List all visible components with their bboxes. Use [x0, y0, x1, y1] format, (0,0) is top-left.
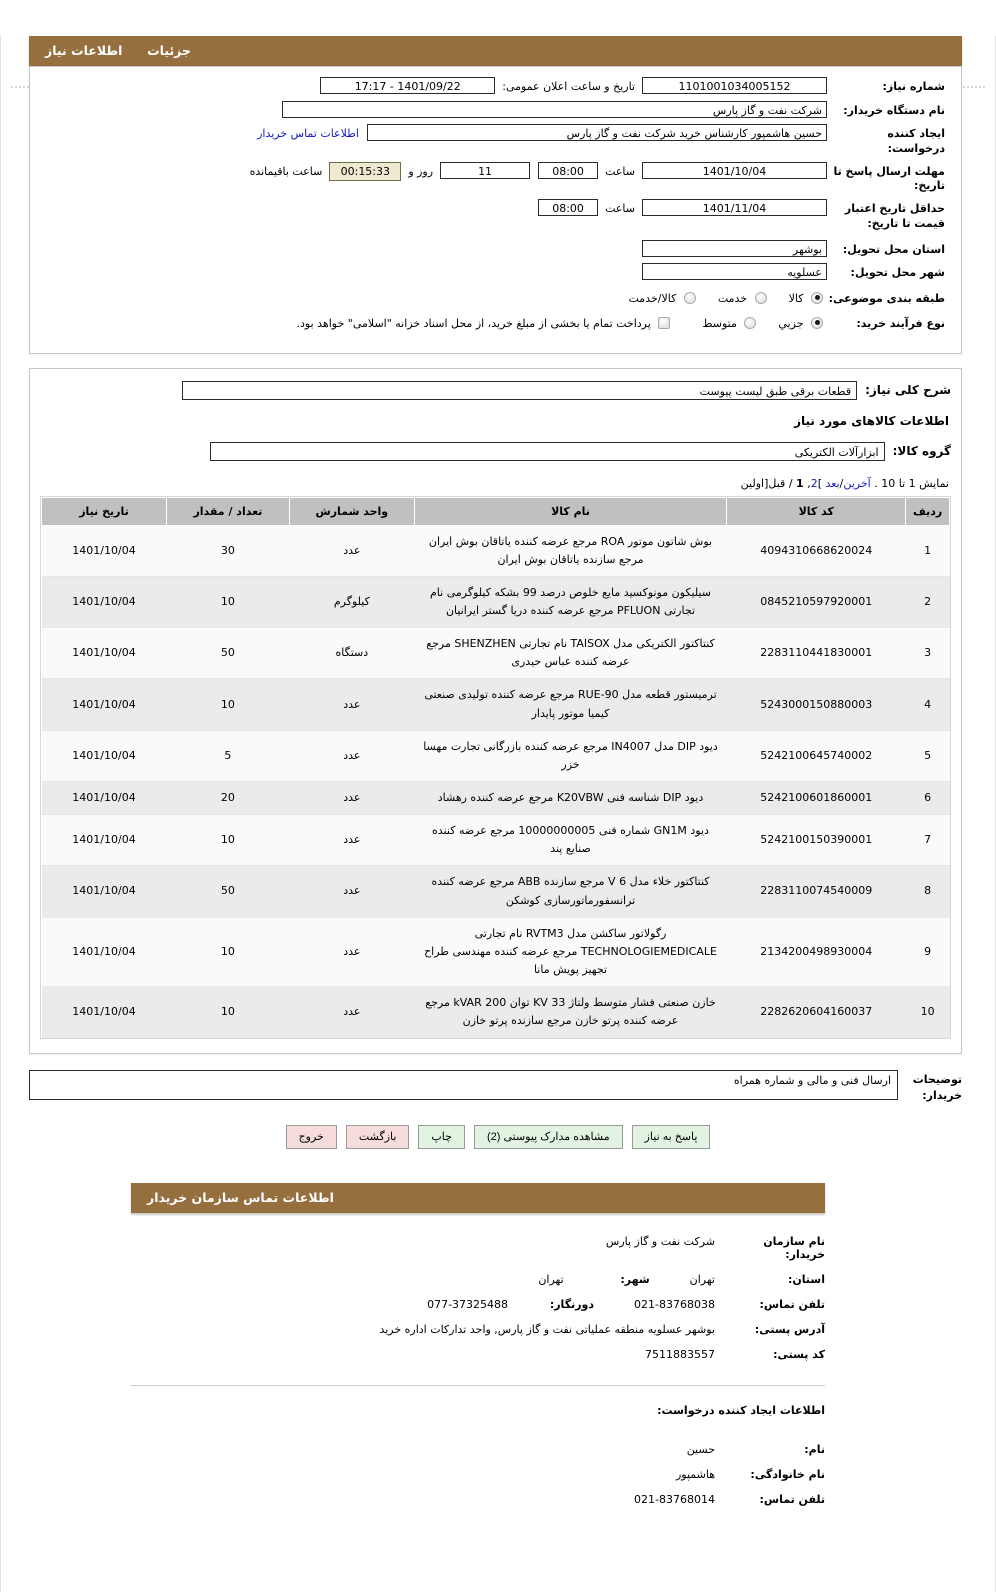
pager-page-1: 1 [796, 476, 804, 490]
contact-address-label: آدرس پستی: [754, 1323, 825, 1337]
pager-last-link[interactable]: آخرین [843, 476, 871, 490]
need-number-value[interactable]: 1101001034005152 [642, 77, 827, 94]
contact-city-value: تهران [538, 1273, 564, 1287]
contact-org-value: شرکت نفت و گاز پارس [605, 1235, 715, 1249]
pager-first-link[interactable]: اولین [740, 476, 765, 490]
cell-unit: عدد [289, 730, 414, 781]
cell-unit: عدد [289, 525, 414, 576]
radio-goods-icon[interactable] [811, 292, 823, 304]
cell-unit: عدد [289, 917, 414, 986]
col-header-code: کد کالا [727, 497, 906, 525]
radio-service-icon[interactable] [755, 292, 767, 304]
treasury-note-option[interactable] [279, 314, 685, 334]
cell-date: 1401/10/04 [42, 782, 167, 815]
deadline-hour-value[interactable]: 08:00 [538, 162, 598, 179]
cell-quantity: 10 [167, 815, 290, 866]
buyer-org-value[interactable]: شرکت نفت و گاز پارس [282, 101, 827, 118]
creator-first-name-row [131, 1443, 825, 1456]
contact-postal-label: کد پستی: [773, 1348, 825, 1362]
cell-unit: عدد [289, 987, 414, 1038]
creator-first-name-label: نام: [804, 1443, 825, 1457]
cell-unit: دستگاه [289, 628, 414, 679]
contact-province-value: تهران [689, 1273, 715, 1287]
validity-date-value[interactable]: 1401/11/04 [642, 199, 827, 216]
goods-description-panel [29, 368, 962, 1055]
cell-row-no: 7 [906, 815, 950, 866]
table-row[interactable] [42, 866, 950, 917]
cell-code: 2283110074540009 [727, 866, 906, 917]
contact-fax-label: دورنگار: [549, 1298, 595, 1312]
radio-minor-label: جزيي [778, 316, 804, 330]
creator-section-title: اطلاعات ایجاد کننده درخواست: [657, 1404, 825, 1418]
cell-name: رگولاتور ساکشن مدل RVTM3 نام تجارتی TECHNOLOGIEMEDICALE مرجع عرضه کننده مهندسی طراح تجهیز پویش مانا [414, 917, 726, 986]
tab-need-info[interactable]: اطلاعات نیاز [45, 43, 123, 58]
cell-date: 1401/10/04 [42, 525, 167, 576]
contact-phone-row [131, 1298, 825, 1311]
cell-code: 2283110441830001 [727, 628, 906, 679]
cell-code: 5243000150880003 [727, 679, 906, 730]
cell-quantity: 20 [167, 782, 290, 815]
cell-quantity: 10 [167, 576, 290, 627]
buyer-notes-row [29, 1070, 962, 1103]
city-label: شهر محل تحویل: [850, 265, 945, 279]
cell-quantity: 10 [167, 987, 290, 1038]
radio-option-medium[interactable] [684, 314, 760, 334]
cell-date: 1401/10/04 [42, 815, 167, 866]
province-row [30, 240, 961, 258]
city-row [30, 263, 961, 281]
buyer-notes-value[interactable]: ارسال فنی و مالی و شماره همراه [29, 1070, 898, 1100]
buyer-org-row [30, 101, 961, 119]
radio-goods-service-label: کالا/خدمت [628, 291, 677, 305]
creator-phone-label: تلفن تماس: [759, 1493, 825, 1507]
cell-name: خازن صنعتی فشار متوسط ولتاژ 33 KV توان 200 kVAR مرجع عرضه کننده پرتو خازن مرجع سازنده پرتو خازن [414, 987, 726, 1038]
cell-row-no: 2 [906, 576, 950, 627]
treasury-note-label: پرداخت تمام یا بخشی از مبلغ خرید، از محل اسناد خزانه "اسلامی" خواهد بود. [296, 316, 651, 330]
cell-name: بوش شاتون موتور ROA مرجع عرضه کننده یاتاقان بوش ایران مرجع سازنده یاتاقان بوش ایران [414, 525, 726, 576]
cell-date: 1401/10/04 [42, 730, 167, 781]
cell-row-no: 5 [906, 730, 950, 781]
need-description-label: شرح کلی نیاز: [865, 383, 951, 398]
cell-unit: عدد [289, 679, 414, 730]
contact-address-row [131, 1323, 825, 1336]
cell-code: 2282620604160037 [727, 987, 906, 1038]
page-root [0, 36, 996, 1592]
validity-row [30, 199, 961, 232]
contact-org-label: نام سازمان خریدار: [763, 1235, 825, 1262]
contact-org-row [131, 1235, 825, 1261]
contact-postal-value: 7511883557 [645, 1348, 715, 1362]
pager-sep1: / [839, 476, 844, 490]
deadline-hour-label: ساعت [605, 164, 635, 178]
view-attachments-button[interactable]: مشاهده مدارک پیوستی (2) [474, 1125, 623, 1149]
cell-date: 1401/10/04 [42, 866, 167, 917]
classification-label: طبقه بندی موضوعی: [828, 291, 945, 305]
creator-last-name-label: نام خانوادگی: [750, 1468, 825, 1482]
province-value[interactable]: بوشهر [642, 240, 827, 257]
cell-quantity: 50 [167, 628, 290, 679]
validity-hour-label: ساعت [605, 202, 635, 216]
cell-row-no: 8 [906, 866, 950, 917]
days-remaining-value[interactable]: 11 [440, 162, 530, 179]
cell-name: دیود DIP شناسه فنی K20VBW مرجع عرضه کننده رهشاد [414, 782, 726, 815]
cell-unit: کیلوگرم [289, 576, 414, 627]
cell-code: 4094310668620024 [727, 525, 906, 576]
cell-row-no: 4 [906, 679, 950, 730]
need-description-value[interactable]: قطعات برقی طبق لیست پیوست [182, 381, 857, 400]
goods-group-row [40, 442, 951, 461]
cell-name: دیود DIP مدل IN4007 مرجع عرضه کننده بازرگانی تجارت مهسا خزر [414, 730, 726, 781]
need-info-section-bar [29, 36, 962, 66]
pager-comma: , [807, 476, 811, 490]
goods-group-label: گروه کالا: [892, 444, 951, 459]
buyer-org-label: نام دستگاه خریدار: [843, 104, 945, 117]
col-header-date: تاریخ نیاز [42, 497, 167, 525]
radio-option-minor[interactable] [760, 314, 827, 334]
validity-hour-value[interactable]: 08:00 [538, 199, 598, 216]
cell-row-no: 3 [906, 628, 950, 679]
contact-fax-value: 077-37325488 [427, 1298, 509, 1312]
contact-phone-value: 021-83768038 [634, 1298, 715, 1312]
contact-phone-label: تلفن تماس: [759, 1298, 825, 1312]
cell-code: 0845210597920001 [727, 576, 906, 627]
goods-table-body [42, 525, 950, 1038]
contact-divider [131, 1385, 825, 1386]
radio-option-goods[interactable] [771, 289, 827, 309]
goods-group-value[interactable]: ابزارآلات الکتریکی [210, 442, 885, 461]
creator-phone-row [131, 1493, 825, 1506]
table-row[interactable] [42, 815, 950, 866]
cell-quantity: 5 [167, 730, 290, 781]
deadline-row [30, 162, 961, 195]
col-header-quantity: تعداد / مقدار [167, 497, 290, 525]
cell-name: ترمیستور قطعه مدل RUE-90 مرجع عرضه کننده تولیدی صنعتی کیمیا موتور پایدار [414, 679, 726, 730]
buyer-contact-link[interactable]: اطلاعات تماس خریدار [257, 126, 359, 140]
pager-open-bracket: ] [817, 476, 822, 490]
goods-table [41, 497, 950, 1039]
exit-button[interactable]: خروج [286, 1125, 337, 1149]
announce-label: تاریخ و ساعت اعلان عمومی: [502, 80, 635, 93]
radio-goods-label: کالا [788, 291, 804, 305]
process-label: نوع فرآیند خرید: [856, 316, 945, 330]
cell-quantity: 10 [167, 917, 290, 986]
pager-sep2: / [788, 476, 793, 490]
contact-postal-row [131, 1348, 825, 1361]
contact-details [131, 1213, 825, 1506]
countdown-suffix-label: ساعت باقیمانده [249, 164, 323, 178]
radio-medium-label: متوسط [702, 316, 737, 330]
process-row [30, 314, 961, 334]
action-button-row [1, 1125, 995, 1149]
cell-unit: عدد [289, 815, 414, 866]
table-row[interactable] [42, 987, 950, 1038]
creator-first-name-value: حسین [686, 1443, 715, 1457]
need-number-row [30, 77, 961, 96]
contact-province-row [131, 1273, 825, 1286]
deadline-label: مهلت ارسال پاسخ تا تاریخ: [833, 164, 945, 193]
respond-to-need-button[interactable]: پاسخ به نیاز [632, 1125, 711, 1149]
cell-row-no: 6 [906, 782, 950, 815]
announce-value[interactable]: 1401/09/22 - 17:17 [320, 77, 495, 94]
pager-prev-link[interactable]: قبل [768, 476, 786, 490]
radio-option-goods-service[interactable] [611, 289, 700, 309]
col-header-row-no: ردیف [906, 497, 950, 525]
goods-table-header-row [42, 497, 950, 525]
table-row[interactable] [42, 730, 950, 781]
print-button[interactable]: چاپ [418, 1125, 465, 1149]
pager-close-bracket: [ [764, 476, 769, 490]
pager-page-2[interactable]: 2 [810, 476, 818, 490]
cell-quantity: 30 [167, 525, 290, 576]
creator-last-name-value: هاشمپور [675, 1468, 715, 1482]
validity-label: حداقل تاریخ اعتبار قیمت تا تاریخ: [844, 202, 945, 231]
creator-last-name-row [131, 1468, 825, 1481]
creator-value[interactable]: حسین هاشمپور کارشناس خرید شرکت نفت و گاز پارس [367, 124, 827, 141]
cell-name: دیود GN1M شماره فنی 10000000005 مرجع عرضه کننده صنایع پند [414, 815, 726, 866]
cell-code: 2134200498930004 [727, 917, 906, 986]
countdown-timer: 00:15:33 [329, 162, 401, 181]
cell-unit: عدد [289, 866, 414, 917]
table-row[interactable] [42, 576, 950, 627]
cell-date: 1401/10/04 [42, 917, 167, 986]
contact-section-bar [131, 1183, 825, 1213]
cell-code: 5242100150390001 [727, 815, 906, 866]
need-number-label: شماره نیاز: [882, 80, 945, 93]
cell-row-no: 10 [906, 987, 950, 1038]
radio-service-label: خدمت [717, 291, 748, 305]
city-value[interactable]: عسلویه [642, 263, 827, 280]
pager-prefix: نمایش 1 تا 10 . [874, 476, 949, 490]
tab-details[interactable]: جزئیات [147, 43, 191, 58]
radio-minor-icon[interactable] [811, 317, 823, 329]
cell-row-no: 9 [906, 917, 950, 986]
cell-quantity: 10 [167, 679, 290, 730]
contact-section-title: اطلاعات تماس سازمان خریدار [147, 1190, 334, 1206]
creator-phone-value: 021-83768014 [634, 1493, 715, 1507]
classification-row [30, 289, 961, 309]
creator-row [30, 124, 961, 157]
cell-name: سیلیکون مونوکسید مایع خلوص درصد 99 بشکه کیلوگرمی نام تجارتی PFLUON مرجع عرضه کننده دریا گستر ایرانیان [414, 576, 726, 627]
radio-medium-icon[interactable] [744, 317, 756, 329]
table-row[interactable] [42, 679, 950, 730]
goods-table-wrapper [40, 496, 951, 1040]
cell-date: 1401/10/04 [42, 679, 167, 730]
days-word-label: روز و [408, 164, 434, 178]
goods-info-title: اطلاعات کالاهای مورد نیاز [794, 413, 949, 428]
table-row[interactable] [42, 782, 950, 815]
pager-next-link[interactable]: بعد [825, 476, 840, 490]
table-row[interactable] [42, 525, 950, 576]
province-label: استان محل تحویل: [842, 242, 945, 256]
contact-address-value: بوشهر عسلویه منطقه عملیاتی نفت و گاز پارس, واحد تدارکات اداره خرید [379, 1323, 715, 1337]
need-info-panel [29, 66, 962, 354]
buyer-notes-label: توضیحات خریدار: [912, 1073, 962, 1102]
creator-label: ایجاد کننده درخواست: [887, 126, 945, 155]
col-header-unit: واحد شمارش [289, 497, 414, 525]
contact-city-label: شهر: [620, 1273, 650, 1287]
cell-date: 1401/10/04 [42, 576, 167, 627]
contact-province-label: استان: [788, 1273, 825, 1287]
cell-unit: عدد [289, 782, 414, 815]
radio-option-service[interactable] [700, 289, 771, 309]
cell-date: 1401/10/04 [42, 987, 167, 1038]
table-row[interactable] [42, 628, 950, 679]
col-header-name: نام کالا [414, 497, 726, 525]
treasury-checkbox-icon[interactable] [658, 317, 670, 329]
cell-quantity: 50 [167, 866, 290, 917]
cell-row-no: 1 [906, 525, 950, 576]
cell-name: کنتاکتور خلاء مدل 6 V مرجع سازنده ABB مرجع عرضه کننده ترانسفورماتورسازی کوشکن [414, 866, 726, 917]
cell-name: کنتاکتور الکتریکی مدل TAISOX نام تجارتی SHENZHEN مرجع عرضه کننده عباس حیدری [414, 628, 726, 679]
table-pager [40, 477, 949, 490]
cell-code: 5242100645740002 [727, 730, 906, 781]
table-row[interactable] [42, 917, 950, 986]
cell-code: 5242100601860001 [727, 782, 906, 815]
radio-goods-service-icon[interactable] [684, 292, 696, 304]
need-description-row [40, 381, 951, 400]
back-button[interactable]: بازگشت [346, 1125, 410, 1149]
deadline-date-value[interactable]: 1401/10/04 [642, 162, 827, 179]
cell-date: 1401/10/04 [42, 628, 167, 679]
